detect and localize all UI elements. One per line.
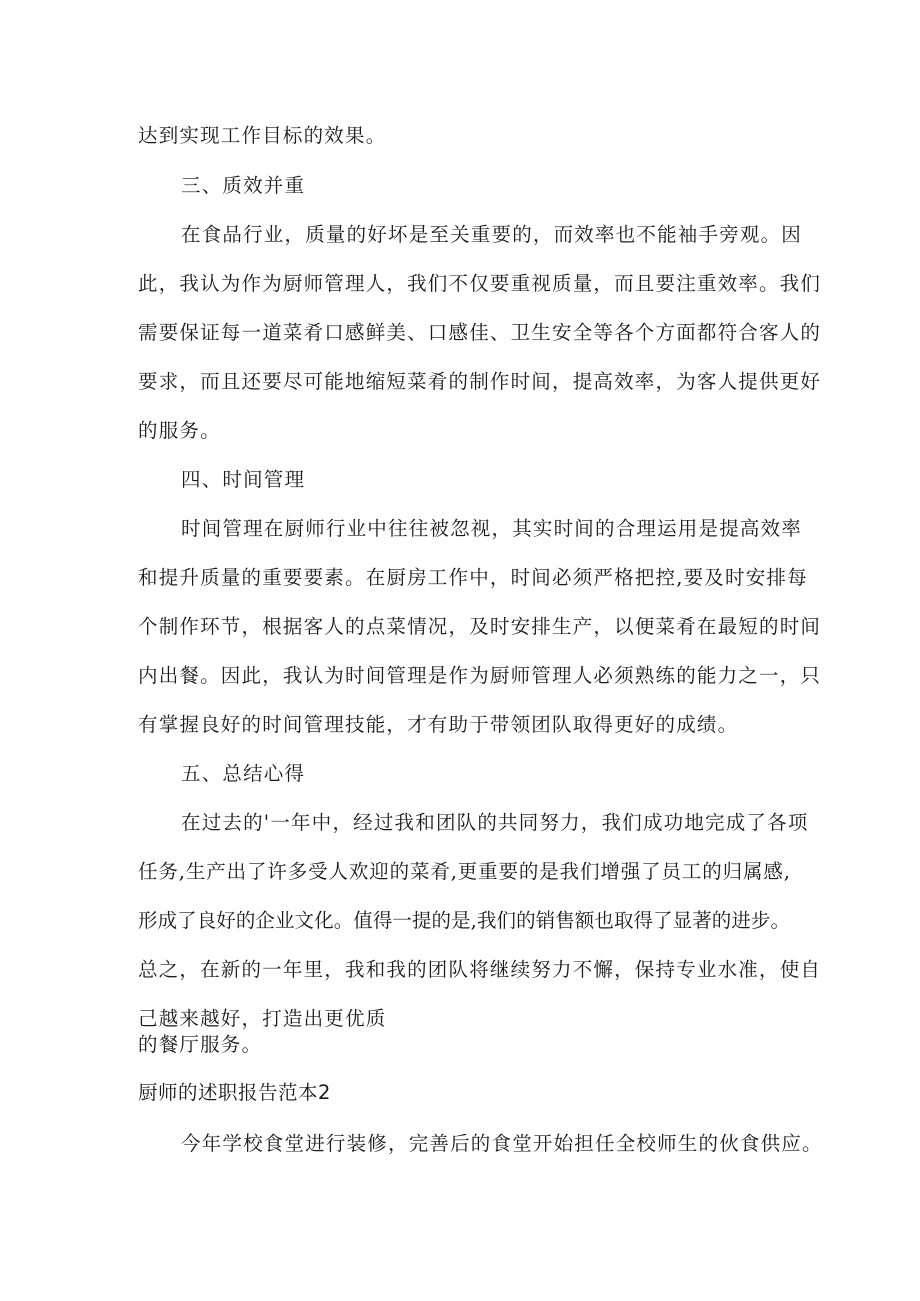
section-heading-5: 五、总结心得 <box>181 762 306 785</box>
paragraph-line: 需要保证每一道菜肴口感鲜美、口感佳、卫生安全等各个方面都符合客人的 <box>138 321 822 344</box>
paragraph-line: 和提升质量的重要要素。在厨房工作中，时间必须严格把控,要及时安排每 <box>138 566 808 589</box>
paragraph-line: 时间管理在厨师行业中往往被忽视，其实时间的合理运用是提高效率 <box>181 517 803 540</box>
paragraph-line: 在食品行业，质量的好坏是至关重要的，而效率也不能袖手旁观。因 <box>181 223 803 246</box>
report-title-2: 厨师的述职报告范本2 <box>138 1081 331 1104</box>
paragraph-line: 总之，在新的一年里，我和我的团队将继续努力不懈，保持专业水准，使自 <box>138 958 822 981</box>
paragraph-line: 的服务。 <box>138 419 221 442</box>
paragraph-line: 达到实现工作目标的效果。 <box>138 124 387 147</box>
paragraph-line: 今年学校食堂进行装修，完善后的食堂开始担任全校师生的伙食供应。 <box>181 1132 823 1155</box>
paragraph-line: 此，我认为作为厨师管理人，我们不仅要重视质量，而且要注重效率。我们 <box>138 272 822 295</box>
paragraph-line: 形成了良好的企业文化。值得一提的是,我们的销售额也取得了显著的进步。 <box>138 909 790 932</box>
section-heading-4: 四、时间管理 <box>181 468 306 491</box>
paragraph-line: 己越来越好，打造出更优质 <box>138 1007 387 1030</box>
paragraph-line: 任务,生产出了许多受人欢迎的菜肴,更重要的是我们增强了员工的归属感, <box>138 860 790 883</box>
paragraph-line: 的餐厅服务。 <box>138 1033 263 1056</box>
paragraph-line: 内出餐。因此，我认为时间管理是作为厨师管理人必须熟练的能力之一，只 <box>138 664 822 687</box>
paragraph-line: 要求，而且还要尽可能地缩短菜肴的制作时间，提高效率，为客人提供更好 <box>138 370 822 393</box>
paragraph-line: 有掌握良好的时间管理技能，才有助于带领团队取得更好的成绩。 <box>138 713 739 736</box>
section-heading-3: 三、质效并重 <box>181 174 306 197</box>
paragraph-line: 在过去的'一年中，经过我和团队的共同努力，我们成功地完成了各项 <box>181 811 809 834</box>
paragraph-line: 个制作环节，根据客人的点菜情况，及时安排生产，以便菜肴在最短的时间 <box>138 615 822 638</box>
